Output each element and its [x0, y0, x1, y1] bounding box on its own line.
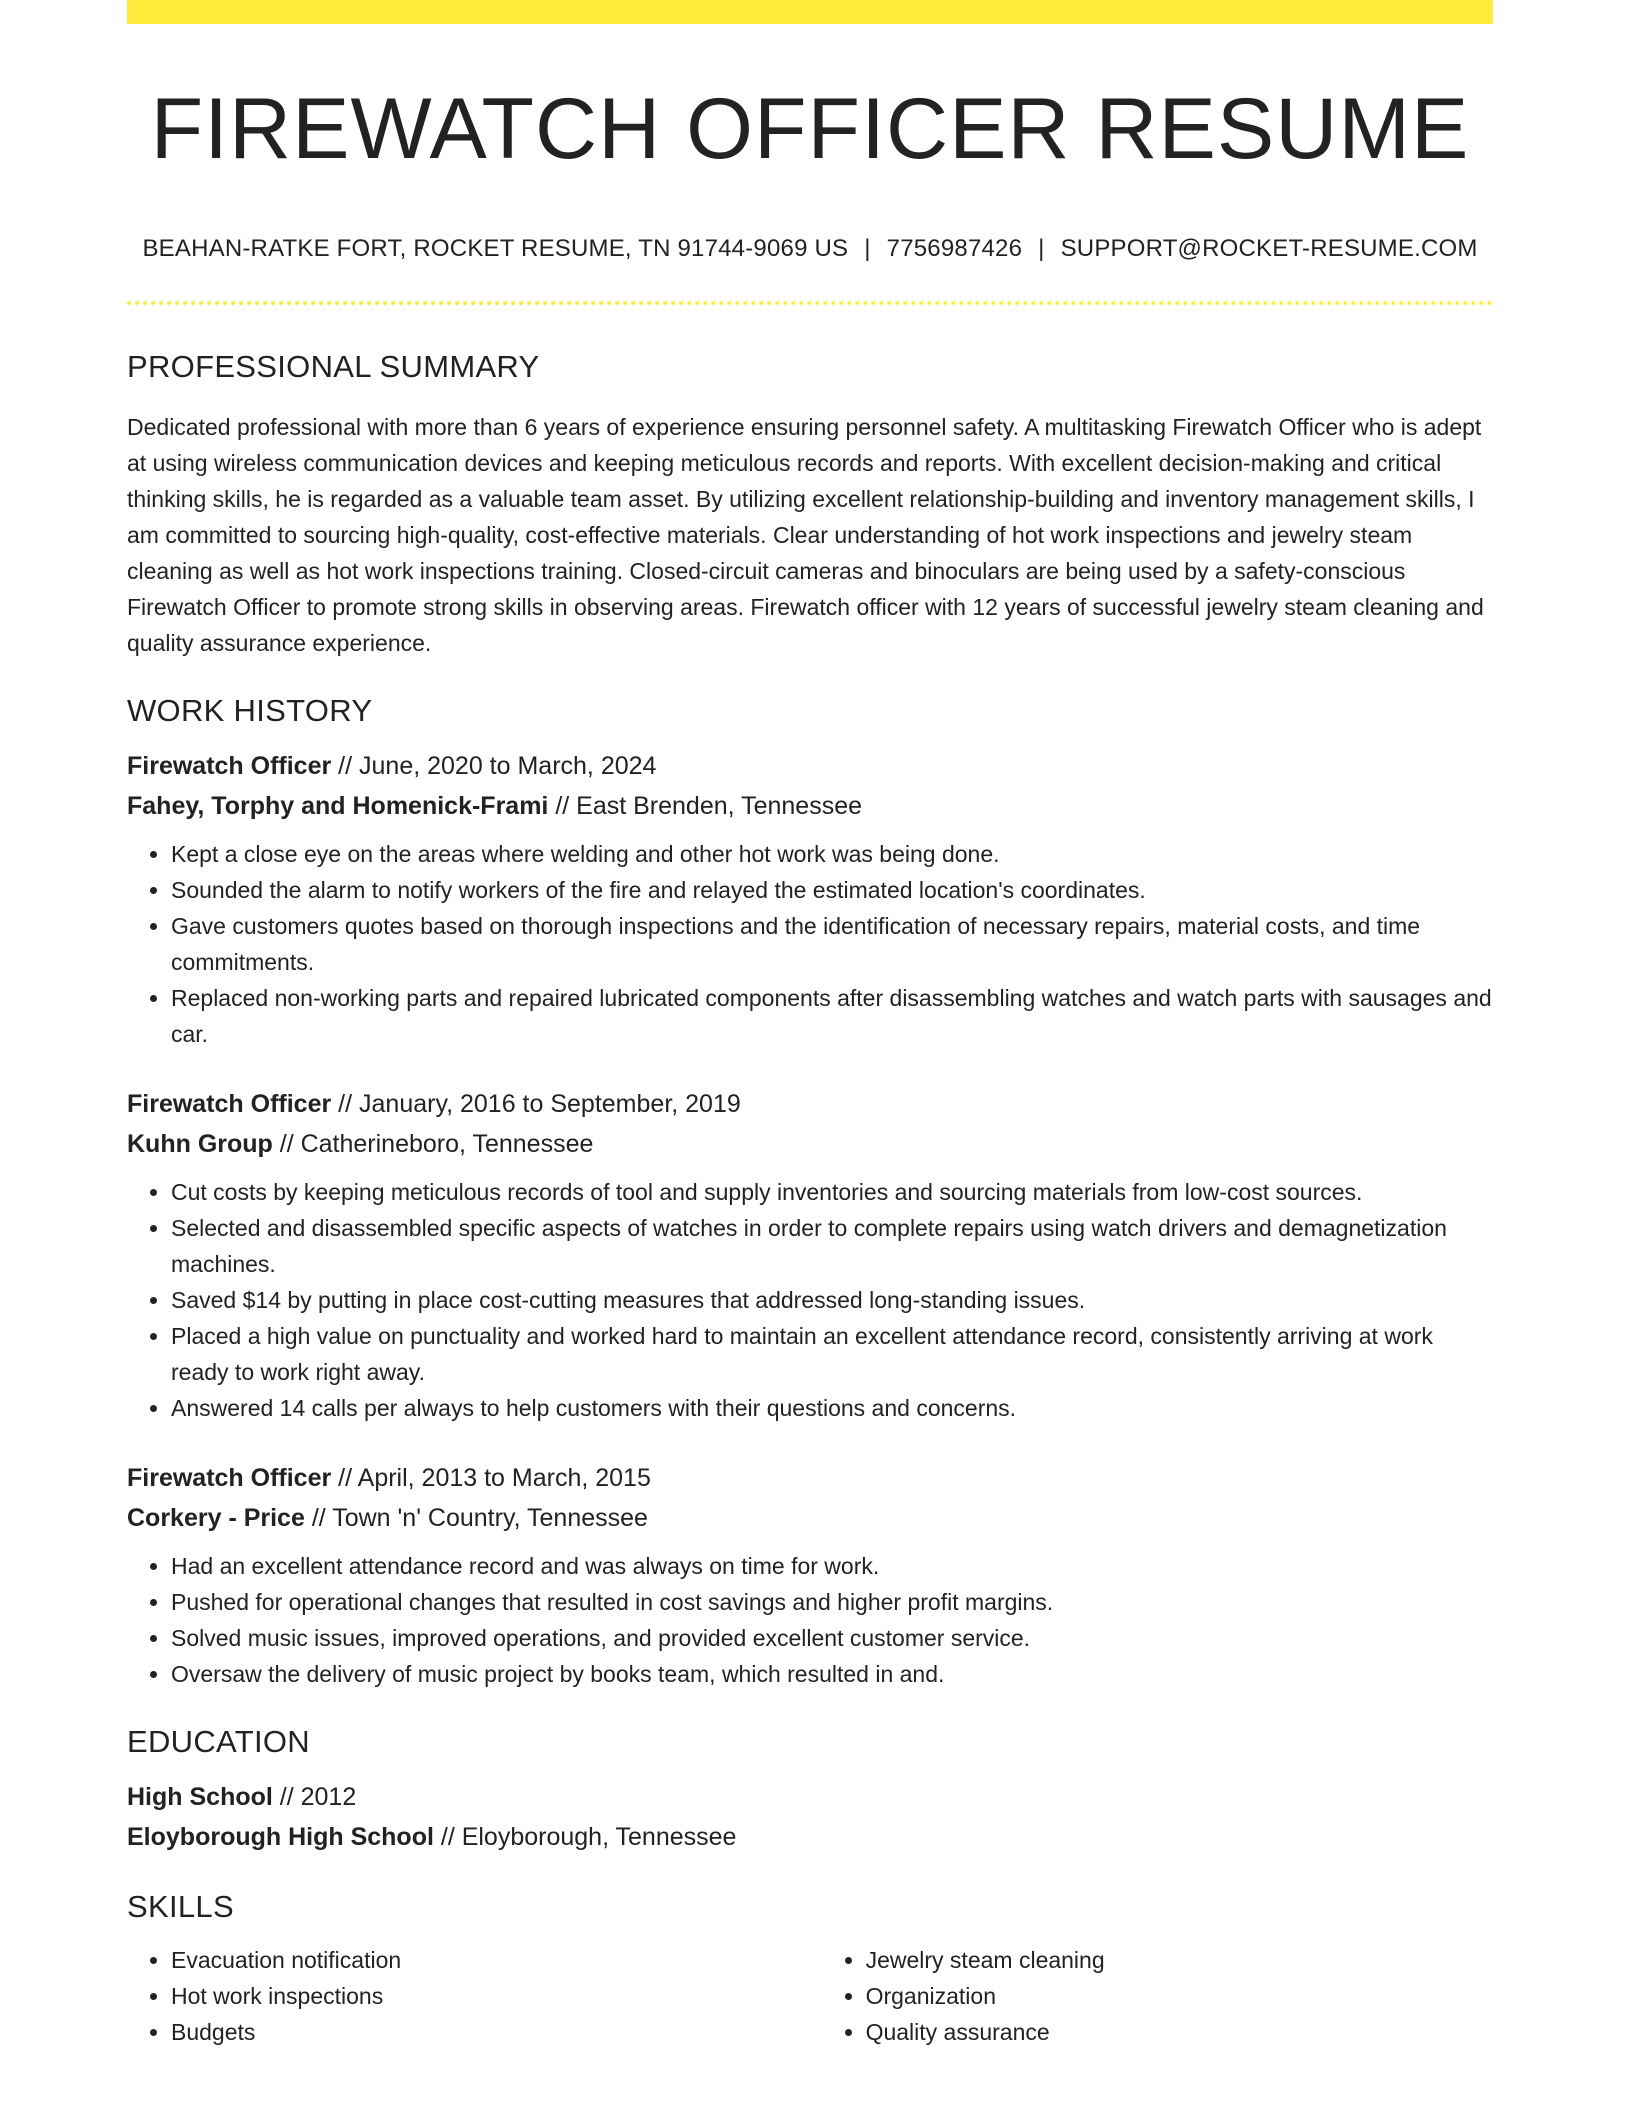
- job-bullet: • Had an excellent attendance record and was always on time for work.: [171, 1548, 1493, 1584]
- skill-item: • Organization: [866, 1978, 1493, 2014]
- job-bullets: [127, 836, 1493, 1052]
- dotted-divider: [127, 301, 1493, 305]
- job-title: Firewatch Officer: [127, 1464, 332, 1492]
- job-entry: [127, 1458, 1493, 1692]
- contact-address: BEAHAN-RATKE FORT, ROCKET RESUME, TN 91744-9069 US: [142, 235, 849, 262]
- job-bullet: • Answered 14 calls per always to help customers with their questions and concerns.: [171, 1390, 1493, 1426]
- job-company: Fahey, Torphy and Homenick-Frami: [127, 792, 549, 820]
- contact-line: [127, 235, 1493, 263]
- job-bullet: • Pushed for operational changes that resulted in cost savings and higher profit margins.: [171, 1584, 1493, 1620]
- job-bullets: [127, 1174, 1493, 1426]
- education-school: Eloyborough High School: [127, 1823, 434, 1851]
- job-dates: // April, 2013 to March, 2015: [331, 1464, 651, 1492]
- skills-section: [127, 1891, 1493, 2050]
- skill-item: • Jewelry steam cleaning: [866, 1942, 1493, 1978]
- job-title: Firewatch Officer: [127, 1090, 332, 1118]
- job-company: Kuhn Group: [127, 1130, 273, 1158]
- job-bullet: • Selected and disassembled specific aspects of watches in order to complete repairs using watch drivers and demagnetization machines.: [171, 1210, 1493, 1282]
- job-dates: // June, 2020 to March, 2024: [331, 752, 657, 780]
- skill-item: • Budgets: [171, 2014, 822, 2050]
- job-bullet: • Cut costs by keeping meticulous records of tool and supply inventories and sourcing materials from low-cost sources.: [171, 1174, 1493, 1210]
- resume-title: FIREWATCH OFFICER RESUME: [150, 81, 1470, 177]
- education-entry: [127, 1777, 1493, 1857]
- education-location: // Eloyborough, Tennessee: [433, 1823, 737, 1851]
- job-bullet: • Sounded the alarm to notify workers of the fire and relayed the estimated location's coordinates.: [171, 872, 1493, 908]
- skills-columns: [127, 1942, 1493, 2050]
- summary-heading: PROFESSIONAL SUMMARY: [127, 349, 540, 384]
- job-title-line: [127, 746, 1493, 786]
- job-company-line: [127, 786, 1493, 826]
- education-year: // 2012: [272, 1783, 357, 1811]
- job-bullet: • Placed a high value on punctuality and worked hard to maintain an excellent attendance record, consistently arriving at work ready to work right away.: [171, 1318, 1493, 1390]
- job-title-line: [127, 1458, 1493, 1498]
- job-location: // Town 'n' Country, Tennessee: [304, 1504, 648, 1532]
- job-title-line: [127, 1084, 1493, 1124]
- summary-text: Dedicated professional with more than 6 years of experience ensuring personnel safety. A multitasking Firewatch Officer who is adept at using wireless communication devices and keeping meticulous records and reports. With excellent decision-making and critical thinking skills, he is regarded as a valuable team asset. By utilizing excellent relationship-building and inventory management skills, I am committed to sourcing high-quality, cost-effective materials. Clear understanding of hot work inspections and jewelry steam cleaning as well as hot work inspections training. Closed-circuit cameras and binoculars are being used by a safety-conscious Firewatch Officer to promote strong skills in observing areas. Firewatch officer with 12 years of successful jewelry steam cleaning and quality assurance experience.: [127, 414, 1484, 656]
- job-bullet: • Kept a close eye on the areas where welding and other hot work was being done.: [171, 836, 1493, 872]
- skill-item: • Evacuation notification: [171, 1942, 822, 1978]
- education-degree: High School: [127, 1783, 273, 1811]
- job-bullets: [127, 1548, 1493, 1692]
- skills-heading: SKILLS: [127, 1889, 234, 1924]
- job-bullet: • Replaced non-working parts and repaired lubricated components after disassembling watches and watch parts with sausages and car.: [171, 980, 1493, 1052]
- job-dates: // January, 2016 to September, 2019: [331, 1090, 741, 1118]
- skills-right-list: [822, 1942, 1493, 2050]
- summary-section: [127, 351, 1493, 661]
- job-title: Firewatch Officer: [127, 752, 332, 780]
- job-entry: [127, 1084, 1493, 1426]
- education-section: [127, 1726, 1493, 1857]
- job-company-line: [127, 1498, 1493, 1538]
- work-history-section: [127, 695, 1493, 1692]
- education-degree-line: [127, 1777, 1493, 1817]
- job-bullet: • Oversaw the delivery of music project by books team, which resulted in and.: [171, 1656, 1493, 1692]
- skill-item: • Quality assurance: [866, 2014, 1493, 2050]
- job-location: // Catherineboro, Tennessee: [272, 1130, 594, 1158]
- contact-email: SUPPORT@ROCKET-RESUME.COM: [1060, 235, 1478, 262]
- skills-left-list: [127, 1942, 822, 2050]
- skill-item: • Hot work inspections: [171, 1978, 822, 2014]
- education-school-line: [127, 1817, 1493, 1857]
- work-history-heading: WORK HISTORY: [127, 693, 373, 728]
- job-company: Corkery - Price: [127, 1504, 305, 1532]
- job-entry: [127, 746, 1493, 1052]
- job-bullet: • Saved $14 by putting in place cost-cutting measures that addressed long-standing issues.: [171, 1282, 1493, 1318]
- contact-separator: |: [1038, 235, 1045, 262]
- job-bullet: • Gave customers quotes based on thorough inspections and the identification of necessary repairs, material costs, and time commitments.: [171, 908, 1493, 980]
- education-heading: EDUCATION: [127, 1724, 310, 1759]
- resume-page: [127, 0, 1493, 2050]
- job-bullet: • Solved music issues, improved operations, and provided excellent customer service.: [171, 1620, 1493, 1656]
- contact-separator: |: [864, 235, 871, 262]
- job-location: // East Brenden, Tennessee: [548, 792, 863, 820]
- top-accent-bar: [127, 0, 1493, 24]
- contact-phone: 7756987426: [886, 235, 1023, 262]
- job-company-line: [127, 1124, 1493, 1164]
